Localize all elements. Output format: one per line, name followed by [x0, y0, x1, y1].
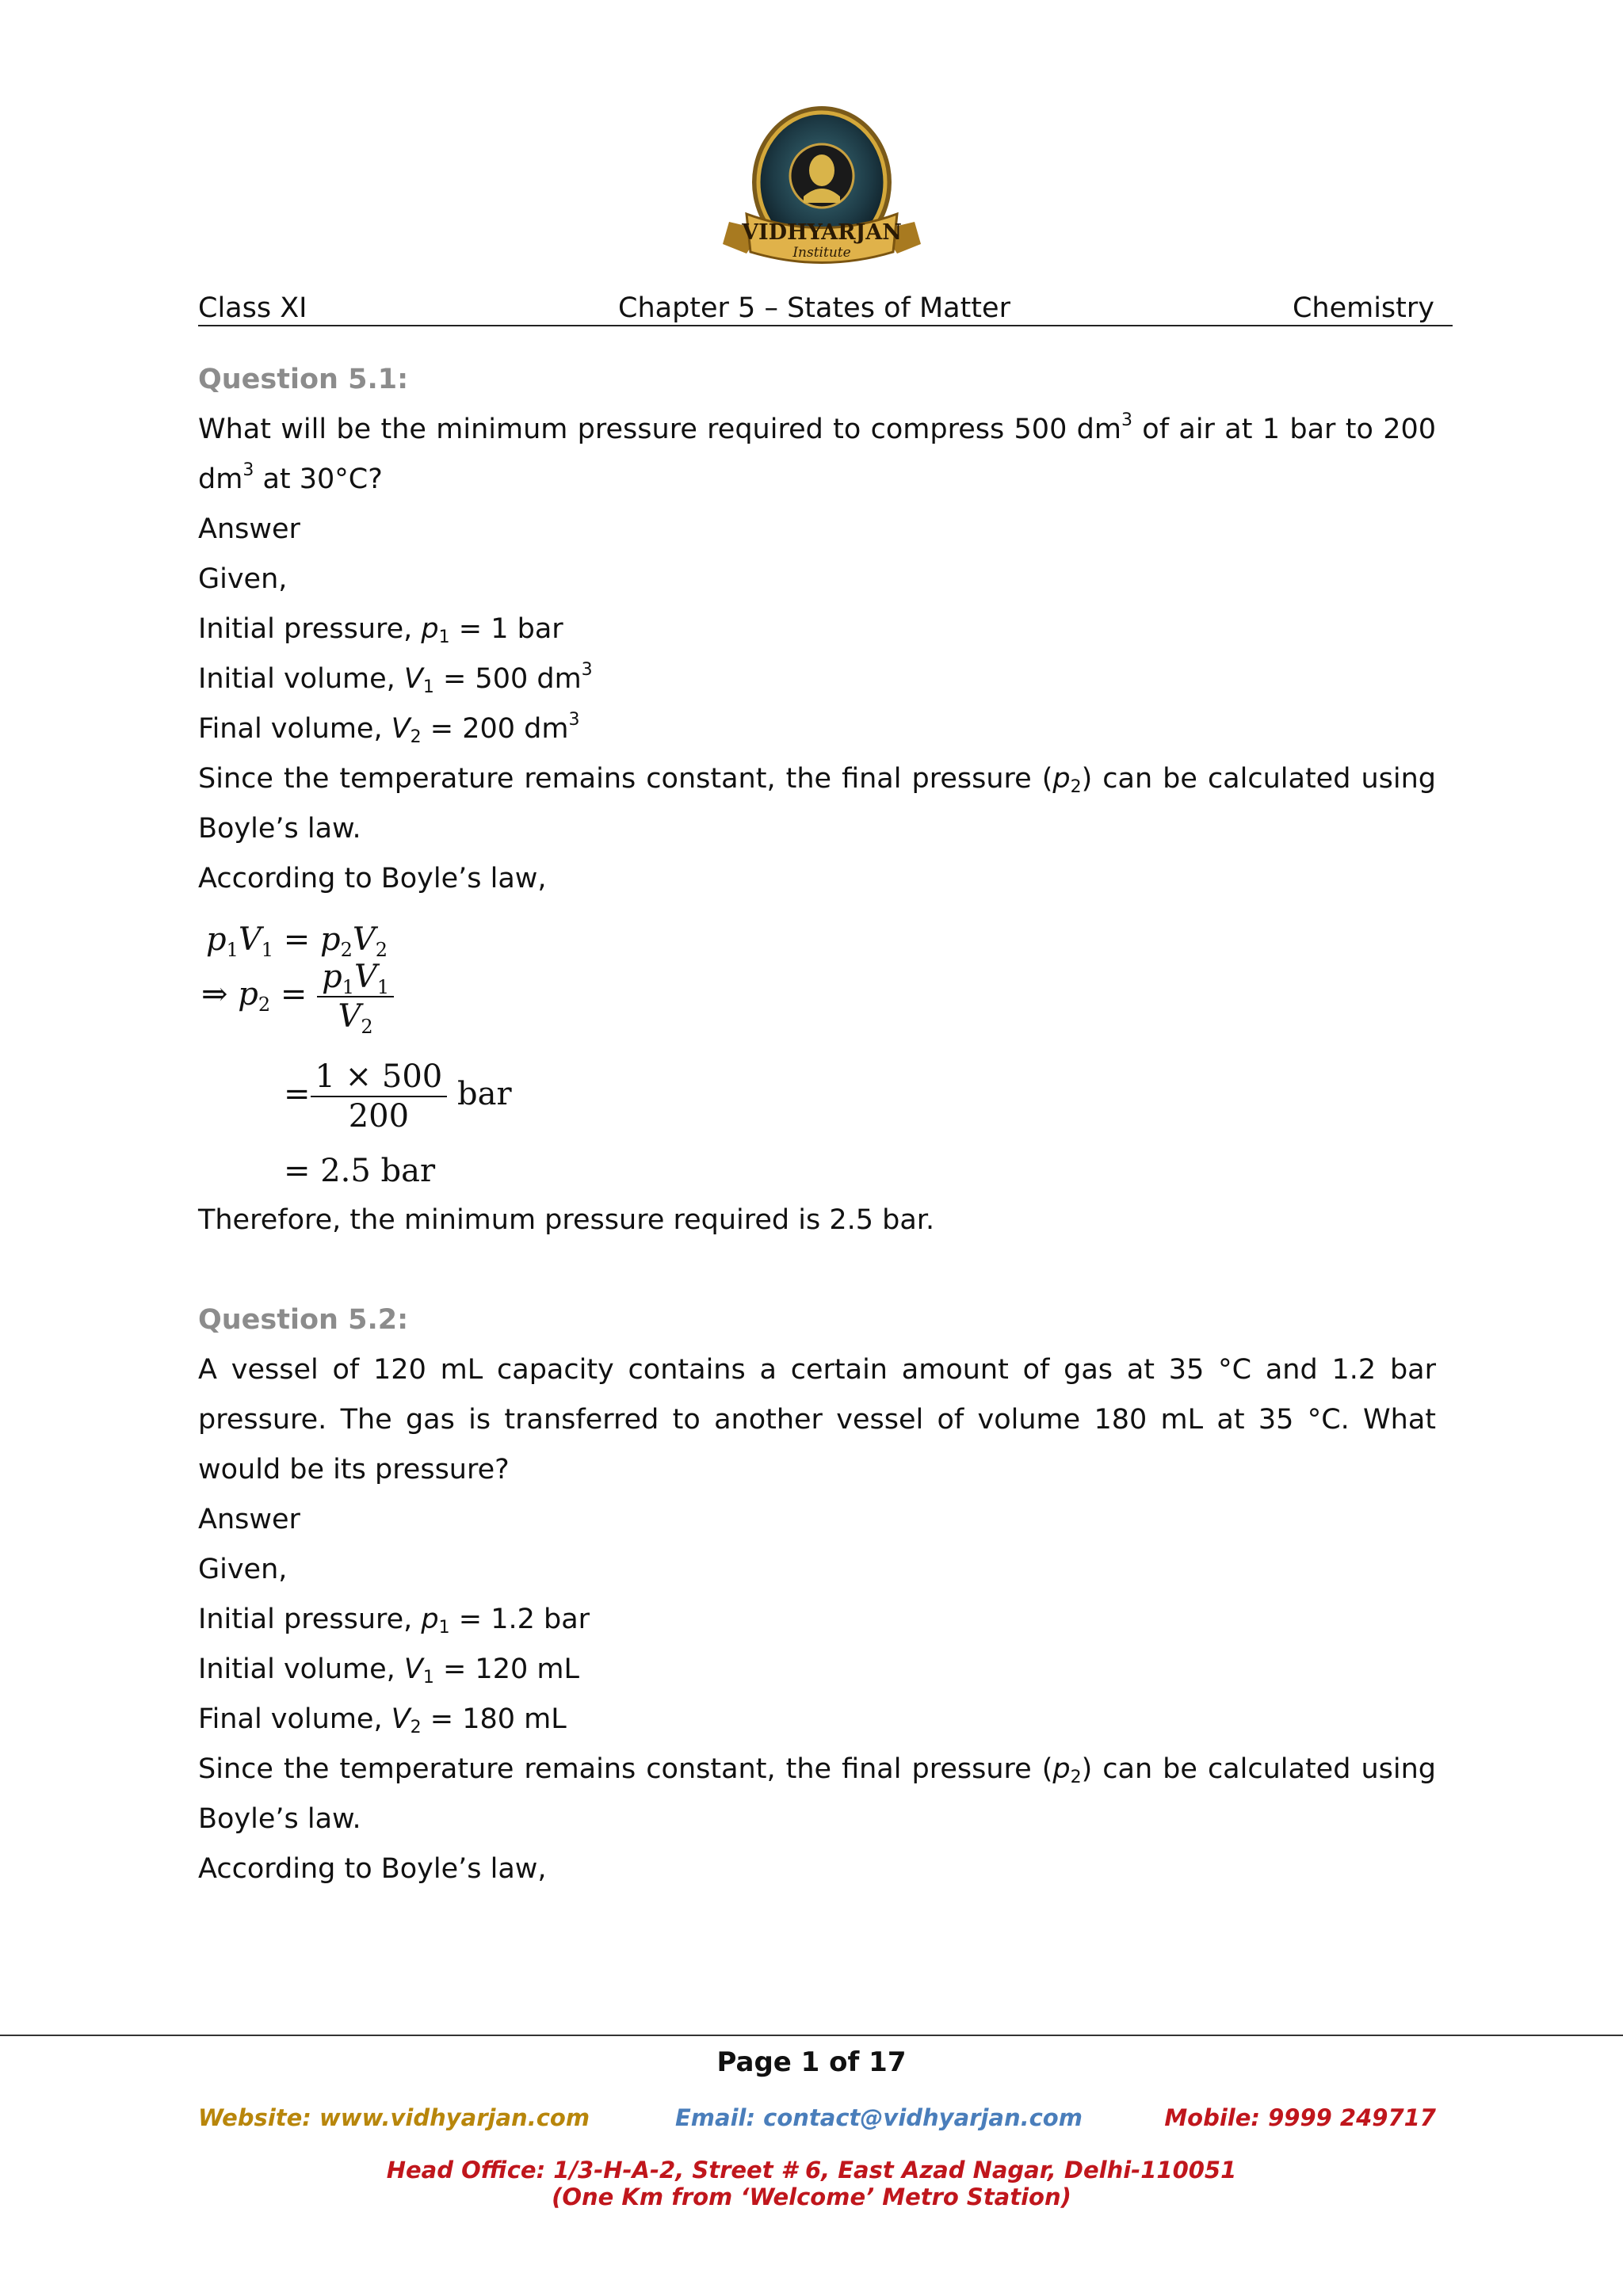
formula-line-1: $p_1V_1 = p_2V_2$ — [206, 921, 388, 961]
question-text: What will be the minimum pressure required to compress 500 $dm^3$ of air at 1 bar to 200 $dm^3$ at 30°C? — [198, 410, 1437, 495]
header-chapter: Chapter 5 – States of Matter — [618, 292, 1010, 324]
answer-label: Answer — [198, 513, 300, 545]
header-subject: Chemistry — [1292, 292, 1434, 324]
email-link[interactable]: Email: contact@vidhyarjan.com — [675, 2104, 1083, 2131]
final-volume: Final volume, $V_2 = 180$ mL — [198, 1703, 567, 1737]
given-label: Given, — [198, 1554, 288, 1585]
website-link[interactable]: Website: www.vidhyarjan.com — [198, 2104, 590, 2131]
header-class: Class XI — [198, 292, 307, 324]
boyles-law-label: According to Boyle’s law, — [198, 1853, 547, 1885]
formula-line-3: = $\frac{1 \times 500}{200}$ bar — [284, 1058, 512, 1135]
question-title: Question 5.1: — [198, 364, 409, 395]
svg-text:VIDHYARJAN: VIDHYARJAN — [742, 220, 902, 245]
formula-line-2: ⇒ $p_2$ = $\frac{p_1V_1}{V_2}$ — [201, 958, 394, 1035]
page-header — [198, 292, 1453, 326]
address-line-2: (One Km from ‘Welcome’ Metro Station) — [552, 2183, 1071, 2210]
page-number: Page 1 of 17 — [716, 2046, 907, 2078]
footer-divider — [0, 2035, 1623, 2036]
answer-label: Answer — [198, 1504, 300, 1535]
initial-pressure: Initial pressure, $p_1 = 1.2$ bar — [198, 1604, 590, 1638]
explanation-text: Since the temperature remains constant, the final pressure $(p_2)$ can be calculated using Boyle’s law. — [198, 763, 1436, 845]
boyles-law-label: According to Boyle’s law, — [198, 863, 547, 894]
institute-logo — [715, 103, 929, 285]
mobile-number: Mobile: 9999 249717 — [1164, 2104, 1436, 2131]
final-volume: Final volume, $V_2 = 200$ $dm^3$ — [198, 710, 580, 747]
initial-pressure: Initial pressure, $p_1 = 1$ bar — [198, 613, 563, 647]
initial-volume: Initial volume, $V_1 = 500$ $dm^3$ — [198, 660, 593, 697]
question-title: Question 5.2: — [198, 1304, 409, 1336]
given-label: Given, — [198, 563, 288, 595]
explanation-text: Since the temperature remains constant, the final pressure $(p_2)$ can be calculated using Boyle’s law. — [198, 1753, 1436, 1835]
svg-text:Institute: Institute — [792, 245, 851, 261]
boyles-law-calculation — [198, 909, 1436, 1188]
initial-volume: Initial volume, $V_1 = 120$ mL — [198, 1653, 579, 1688]
logo-emblem-icon — [715, 103, 929, 285]
question-text: A vessel of 120 mL capacity contains a certain amount of gas at 35 °C and 1.2 bar pressure. The gas is transferred to another vessel of volume 180 mL at 35 °C. What would be its pressure? — [198, 1354, 1436, 1486]
page-content — [198, 355, 1436, 1894]
head-office-address — [0, 2157, 1623, 2210]
formula-result: = 2.5 bar — [284, 1153, 436, 1189]
conclusion-text: Therefore, the minimum pressure required is 2.5 bar. — [198, 1204, 935, 1236]
address-line-1: Head Office: 1/3-H-A-2, Street # 6, East Azad Nagar, Delhi-110051 — [386, 2157, 1237, 2183]
